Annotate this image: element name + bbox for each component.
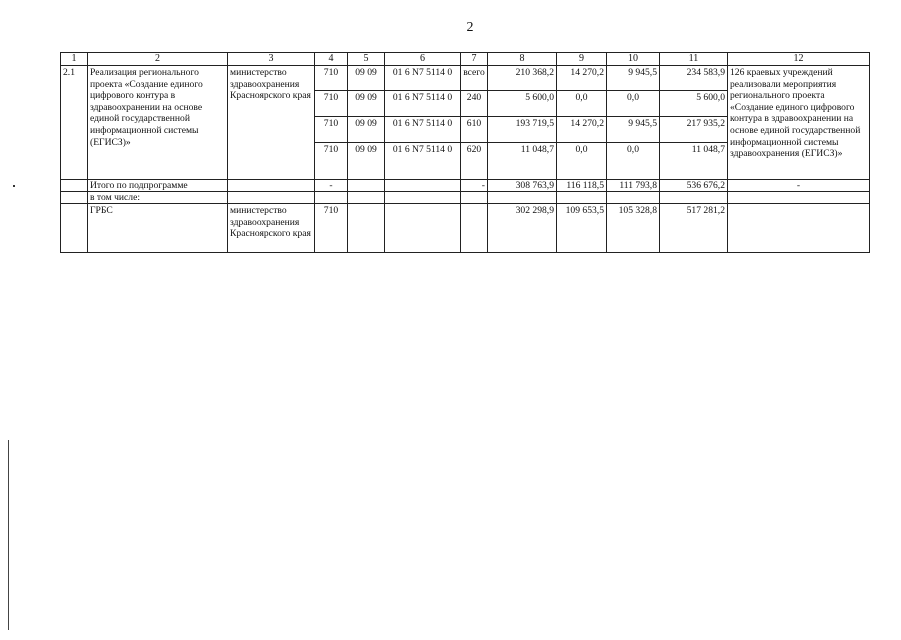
subtotal-dash: - — [461, 180, 488, 192]
grbs-total: 517 281,2 — [660, 204, 728, 253]
empty-cell — [61, 180, 88, 192]
empty-cell — [348, 192, 385, 204]
target-article-code: 01 6 N7 5114 0 — [385, 91, 461, 117]
empty-cell — [228, 192, 315, 204]
subtotal-year-3: 111 793,8 — [607, 180, 660, 192]
expense-type-code: 610 — [461, 117, 488, 143]
item-result: 126 краевых учреждений реализовали мероприятия регионального проекта «Создание единого цифрового контура в здравоохранении на основе единой государственной информационной системы здравоохранения (ЕГИСЗ)» — [728, 66, 870, 180]
amount-total: 11 048,7 — [660, 143, 728, 180]
amount-year-3: 0,0 — [607, 91, 660, 117]
including-row — [61, 192, 870, 204]
empty-cell — [557, 192, 607, 204]
column-number: 4 — [315, 53, 348, 66]
section-code: 09 09 — [348, 117, 385, 143]
subtotal-row — [61, 180, 870, 192]
amount-year-1: 210 368,2 — [488, 66, 557, 91]
empty-cell — [660, 192, 728, 204]
grbs-code: 710 — [315, 66, 348, 91]
item-executor: министерство здравоохранения Красноярского края — [228, 66, 315, 180]
section-code: 09 09 — [348, 143, 385, 180]
amount-year-2: 0,0 — [557, 143, 607, 180]
empty-cell — [228, 180, 315, 192]
subtotal-year-2: 116 118,5 — [557, 180, 607, 192]
empty-cell — [607, 192, 660, 204]
column-number: 6 — [385, 53, 461, 66]
subtotal-year-1: 308 763,9 — [488, 180, 557, 192]
grbs-year-2: 109 653,5 — [557, 204, 607, 253]
column-number: 7 — [461, 53, 488, 66]
amount-year-2: 14 270,2 — [557, 117, 607, 143]
empty-cell — [488, 192, 557, 204]
grbs-code: 710 — [315, 143, 348, 180]
column-number: 10 — [607, 53, 660, 66]
subtotal-dash: - — [315, 180, 348, 192]
budget-table — [60, 52, 870, 253]
including-label: в том числе: — [88, 192, 228, 204]
column-number: 9 — [557, 53, 607, 66]
amount-year-1: 11 048,7 — [488, 143, 557, 180]
expense-type-code: всего — [461, 66, 488, 91]
subtotal-label: Итого по подпрограмме — [88, 180, 228, 192]
column-numbers-row — [61, 53, 870, 66]
amount-year-2: 0,0 — [557, 91, 607, 117]
grbs-year-3: 105 328,8 — [607, 204, 660, 253]
empty-cell — [315, 192, 348, 204]
column-number: 2 — [88, 53, 228, 66]
empty-cell — [728, 204, 870, 253]
grbs-row — [61, 204, 870, 253]
item-name: Реализация регионального проекта «Создание единого цифрового контура в здравоохранении на основе единой государственной информационной системы (ЕГИСЗ)» — [88, 66, 228, 180]
empty-cell — [348, 204, 385, 253]
target-article-code: 01 6 N7 5114 0 — [385, 66, 461, 91]
amount-year-3: 0,0 — [607, 143, 660, 180]
item-number: 2.1 — [61, 66, 88, 180]
empty-cell — [61, 204, 88, 253]
section-code: 09 09 — [348, 66, 385, 91]
empty-cell — [348, 180, 385, 192]
amount-year-3: 9 945,5 — [607, 66, 660, 91]
amount-year-1: 193 719,5 — [488, 117, 557, 143]
amount-year-3: 9 945,5 — [607, 117, 660, 143]
empty-cell — [385, 204, 461, 253]
column-number: 5 — [348, 53, 385, 66]
section-code: 09 09 — [348, 91, 385, 117]
empty-cell — [728, 192, 870, 204]
grbs-year-1: 302 298,9 — [488, 204, 557, 253]
empty-cell — [461, 192, 488, 204]
column-number: 8 — [488, 53, 557, 66]
expense-type-code: 620 — [461, 143, 488, 180]
grbs-code: 710 — [315, 117, 348, 143]
amount-year-2: 14 270,2 — [557, 66, 607, 91]
expense-type-code: 240 — [461, 91, 488, 117]
grbs-code: 710 — [315, 204, 348, 253]
empty-cell — [385, 192, 461, 204]
amount-total: 217 935,2 — [660, 117, 728, 143]
amount-total: 234 583,9 — [660, 66, 728, 91]
empty-cell — [461, 204, 488, 253]
column-number: 3 — [228, 53, 315, 66]
empty-cell — [61, 192, 88, 204]
grbs-label: ГРБС — [88, 204, 228, 253]
column-number: 11 — [660, 53, 728, 66]
subtotal-dash: - — [728, 180, 870, 192]
column-number: 12 — [728, 53, 870, 66]
empty-cell — [385, 180, 461, 192]
scan-mark-dot — [13, 185, 15, 187]
column-number: 1 — [61, 53, 88, 66]
table-row — [61, 66, 870, 91]
scan-mark-line — [8, 440, 9, 630]
grbs-executor: министерство здравоохранения Красноярского края — [228, 204, 315, 253]
subtotal-total: 536 676,2 — [660, 180, 728, 192]
amount-total: 5 600,0 — [660, 91, 728, 117]
target-article-code: 01 6 N7 5114 0 — [385, 143, 461, 180]
amount-year-1: 5 600,0 — [488, 91, 557, 117]
target-article-code: 01 6 N7 5114 0 — [385, 117, 461, 143]
page-number: 2 — [466, 20, 474, 35]
grbs-code: 710 — [315, 91, 348, 117]
